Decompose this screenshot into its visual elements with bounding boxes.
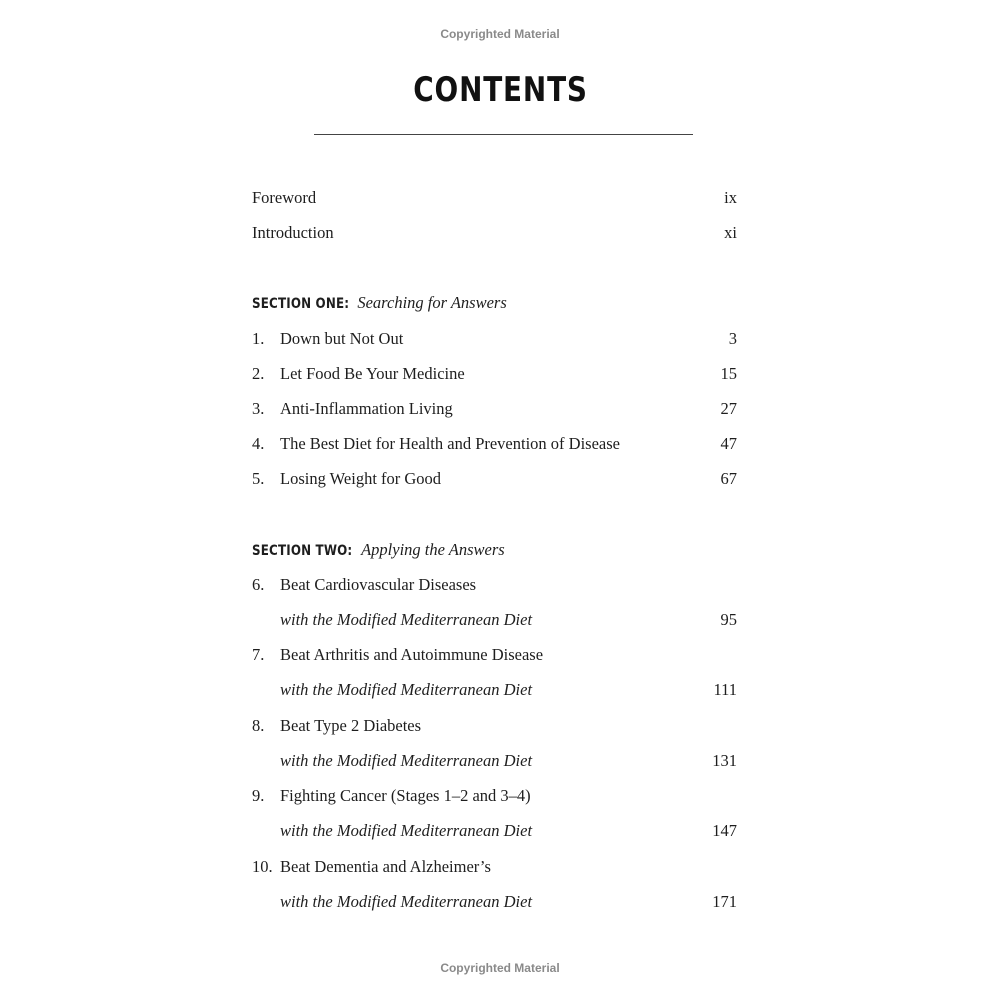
section-heading-one	[252, 291, 507, 315]
chapter-page: 47	[720, 434, 737, 453]
chapter-page: 95	[720, 610, 737, 629]
chapter-title: Beat Type 2 Diabetes	[280, 716, 422, 735]
entry-title: Introduction	[252, 223, 334, 242]
chapter-title: The Best Diet for Health and Prevention of Disease	[280, 434, 620, 453]
toc-chapter-7-subtitle	[252, 678, 737, 702]
chapter-page: 131	[712, 751, 737, 770]
chapter-title: Beat Cardiovascular Diseases	[280, 575, 477, 594]
chapter-page: 27	[720, 399, 737, 418]
toc-chapter-2	[252, 362, 737, 386]
copyright-watermark-top: Copyrighted Material	[440, 27, 560, 41]
chapter-number: 8.	[252, 716, 265, 735]
toc-chapter-1	[252, 327, 737, 351]
toc-chapter-6	[252, 573, 737, 597]
chapter-number: 6.	[252, 575, 265, 594]
chapter-number: 7.	[252, 645, 265, 664]
toc-chapter-9	[252, 784, 737, 808]
chapter-title: Down but Not Out	[280, 329, 404, 348]
chapter-title: Fighting Cancer (Stages 1–2 and 3–4)	[280, 786, 531, 805]
title-divider	[314, 134, 693, 135]
chapter-page: 147	[712, 821, 737, 840]
toc-chapter-10	[252, 855, 737, 879]
chapter-page: 67	[720, 469, 737, 488]
chapter-subtitle: with the Modified Mediterranean Diet	[280, 610, 533, 629]
chapter-number: 4.	[252, 434, 265, 453]
chapter-title: Losing Weight for Good	[280, 469, 442, 488]
section-title: Applying the Answers	[361, 540, 505, 559]
toc-chapter-7	[252, 643, 737, 667]
chapter-title: Let Food Be Your Medicine	[280, 364, 465, 383]
toc-entry-foreword	[252, 186, 737, 210]
section-label: SECTION TWO:	[252, 543, 353, 559]
toc-chapter-8-subtitle	[252, 749, 737, 773]
toc-chapter-5	[252, 467, 737, 491]
toc-chapter-4	[252, 432, 737, 456]
chapter-number: 10.	[252, 857, 273, 876]
chapter-subtitle: with the Modified Mediterranean Diet	[280, 751, 533, 770]
chapter-number: 5.	[252, 469, 265, 488]
toc-chapter-9-subtitle	[252, 819, 737, 843]
chapter-page: 171	[712, 892, 737, 911]
chapter-page: 111	[713, 680, 737, 699]
toc-chapter-10-subtitle	[252, 890, 737, 914]
chapter-title: Beat Arthritis and Autoimmune Disease	[280, 645, 544, 664]
chapter-number: 9.	[252, 786, 265, 805]
section-title: Searching for Answers	[357, 293, 507, 312]
section-label: SECTION ONE:	[252, 296, 350, 312]
chapter-title: Anti-Inflammation Living	[280, 399, 453, 418]
copyright-watermark-bottom: Copyrighted Material	[440, 961, 560, 975]
toc-chapter-6-subtitle	[252, 608, 737, 632]
chapter-subtitle: with the Modified Mediterranean Diet	[280, 680, 533, 699]
section-heading-two	[252, 538, 505, 562]
entry-title: Foreword	[252, 188, 317, 207]
chapter-number: 3.	[252, 399, 265, 418]
chapter-number: 2.	[252, 364, 265, 383]
chapter-subtitle: with the Modified Mediterranean Diet	[280, 892, 533, 911]
entry-page: ix	[724, 188, 737, 207]
chapter-page: 3	[728, 329, 737, 348]
page-title: CONTENTS	[413, 70, 588, 110]
chapter-page: 15	[720, 364, 737, 383]
toc-entry-introduction	[252, 221, 737, 245]
toc-chapter-3	[252, 397, 737, 421]
chapter-subtitle: with the Modified Mediterranean Diet	[280, 821, 533, 840]
chapter-title: Beat Dementia and Alzheimer’s	[280, 857, 491, 876]
toc-chapter-8	[252, 714, 737, 738]
chapter-number: 1.	[252, 329, 265, 348]
entry-page: xi	[724, 223, 737, 242]
